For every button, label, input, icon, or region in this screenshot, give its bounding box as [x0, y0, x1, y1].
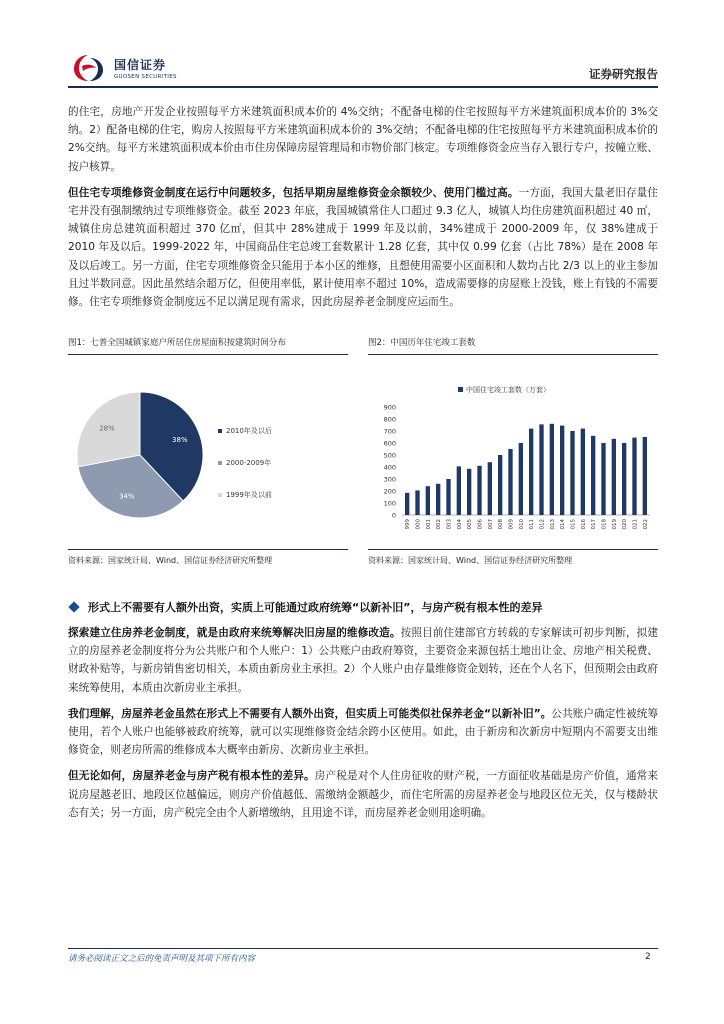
paragraph-2-lead: 但住宅专项维修资金制度在运行中问题较多，包括早期房屋维修资金余额较少、使用门槛过高。 — [68, 186, 519, 199]
page-header — [68, 52, 658, 88]
figures-row — [68, 336, 658, 566]
bar-2019 — [612, 439, 616, 515]
bar-2018 — [601, 443, 605, 515]
y-tick-label: 500 — [383, 451, 396, 460]
pie-legend-swatch — [218, 429, 222, 433]
bar-2008 — [498, 455, 502, 515]
figure-1-title: 图1：七普全国城镇家庭户所居住房屋面积按建筑时间分布 — [68, 336, 348, 355]
footer-disclaimer: 请务必阅读正文之后的免责声明及其项下所有内容 — [68, 954, 256, 964]
y-tick-label: 400 — [383, 463, 396, 472]
bar-2020 — [622, 443, 626, 515]
x-tick-label: 2002 — [436, 519, 443, 530]
paragraph-4 — [68, 705, 658, 760]
figure-1-source: 资料来源：国家统计局、Wind、国信证券经济研究所整理 — [68, 549, 348, 566]
x-tick-label: 2021 — [632, 519, 639, 530]
x-tick-label: 1999 — [405, 519, 412, 530]
paragraph-3-lead: 探索建立住房养老金制度，就是由政府来统筹解决旧房屋的维修改造。 — [68, 627, 401, 639]
x-tick-label: 2018 — [601, 519, 608, 530]
section-heading-text: 形式上不需要有人额外出资，实质上可能通过政府统筹“以新补旧”，与房产税有根本性的差异 — [88, 601, 543, 614]
figure-2-title: 图2：中国历年住宅竣工套数 — [368, 336, 658, 355]
bar-2022 — [643, 437, 647, 515]
figure-1 — [68, 336, 348, 566]
x-tick-label: 2014 — [560, 519, 567, 530]
logo-chinese-name: 国信证券 — [114, 58, 167, 72]
y-tick-label: 100 — [383, 499, 396, 508]
pie-legend-label: 2000-2009年 — [226, 459, 272, 467]
bar-2001 — [426, 486, 430, 515]
y-tick-label: 900 — [383, 403, 396, 412]
diamond-bullet-icon — [68, 601, 79, 612]
body-text-top — [68, 103, 658, 311]
bar-2017 — [591, 436, 595, 515]
pie-legend-swatch — [218, 461, 222, 465]
logo-english-name: GUOSEN SECURITIES — [114, 74, 177, 80]
pie-legend-label: 2010年及以后 — [226, 427, 272, 435]
bar-2014 — [560, 426, 564, 515]
x-tick-label: 2007 — [487, 519, 494, 530]
x-tick-label: 2012 — [539, 519, 546, 530]
x-tick-label: 2011 — [529, 519, 536, 530]
x-tick-label: 2001 — [425, 519, 432, 530]
y-tick-label: 0 — [391, 511, 396, 520]
paragraph-1: 的住宅，房地产开发企业按照每平方米建筑面积成本价的 4%交纳；不配备电梯的住宅按照每平方米建筑面积成本价的 3%交纳。2）配备电梯的住宅，购房人按照每平方米建筑面积成本价的 3%交纳；不配备电梯的住宅按照每平方米建筑面积成本价的 2%交纳。每平方米建筑面积成本价由市住房保障房屋管理局和市物价部门核定。专项维修资金应当存入银行专户，按幢立账、按户核算。 — [68, 106, 658, 173]
paragraph-3-body: 按照目前住建部官方转载的专家解读可初步判断，拟建立的房屋养老金制度将分为公共账户和个人账户：1）公共账户由政府筹资，主要资金来源包括土地出让金、房地产相关税费、财政补贴等，与新房销售密切相关，本质由新房业主承担。2）个人账户由存量维修资金划转，还在个人名下，但预期会由政府来统筹使用，本质由次新房业主承担。 — [68, 627, 659, 694]
guosen-logo — [68, 52, 177, 84]
pie-chart — [68, 355, 348, 530]
paragraph-2 — [68, 184, 658, 311]
y-tick-label: 300 — [383, 475, 396, 484]
bar-2006 — [477, 466, 481, 515]
x-tick-label: 2010 — [518, 519, 525, 530]
paragraph-4-body: 公共账户确定性被统筹使用，若个人账户也能够被政府统筹，就可以实现维修资金结余跨小区使用。如此，由于新房和次新房中短期内不需要支出维修资金，则老房所需的维修成本大概率由新房、次新房业主承担。 — [68, 707, 659, 757]
bar-2003 — [446, 479, 450, 515]
x-tick-label: 2017 — [591, 519, 598, 530]
bar-2012 — [539, 424, 543, 515]
pie-legend-swatch — [218, 493, 222, 497]
x-tick-label: 2013 — [549, 519, 556, 530]
bar-2015 — [570, 431, 574, 515]
bar-2021 — [632, 438, 636, 515]
report-type-label: 证券研究报告 — [589, 67, 658, 81]
paragraph-5-body: 房产税是对个人住房征收的财产税，一方面征收基础是房产价值，通常来说房屋越老旧、地段区位越偏远，则房产价值越低、需缴纳金额越少，而住宅所需的房屋养老金与地段区位无关，仅与楼龄状态有关；另一方面，房产税完全由个人新增缴纳，且用途不详，而房屋养老金则用途明确。 — [68, 770, 659, 819]
footer-divider — [68, 948, 658, 949]
guosen-logo-icon — [68, 52, 108, 84]
x-tick-label: 2022 — [642, 519, 649, 530]
x-tick-label: 2006 — [477, 519, 484, 530]
pie-legend-label: 1999年及以前 — [226, 491, 272, 499]
bar-legend-label: 中国住宅竣工套数（万套） — [466, 386, 550, 394]
x-tick-label: 2016 — [580, 519, 587, 530]
paragraph-5 — [68, 767, 658, 822]
x-tick-label: 2009 — [508, 519, 515, 530]
x-tick-label: 2005 — [467, 519, 474, 530]
x-tick-label: 2020 — [622, 519, 629, 530]
pie-data-label: 28% — [99, 424, 115, 433]
pie-data-label: 38% — [172, 436, 188, 445]
page-number: 2 — [645, 952, 651, 962]
x-tick-label: 2019 — [611, 519, 618, 530]
bar-2009 — [508, 449, 512, 515]
bar-2016 — [581, 429, 585, 515]
header-divider — [68, 86, 658, 88]
body-text-bottom — [68, 624, 658, 822]
x-tick-label: 2008 — [498, 519, 505, 530]
bar-2005 — [467, 469, 471, 515]
pie-data-label: 34% — [118, 492, 135, 501]
paragraph-3 — [68, 624, 658, 697]
bar-chart — [368, 355, 658, 530]
section-heading — [68, 599, 658, 615]
x-tick-label: 2015 — [570, 519, 577, 530]
bar-2000 — [415, 490, 419, 515]
bar-1999 — [405, 493, 409, 515]
bar-2004 — [457, 466, 461, 515]
y-tick-label: 200 — [383, 487, 396, 496]
y-tick-label: 600 — [383, 439, 396, 448]
paragraph-2-body: 一方面，我国大量老旧存量住宅并没有强制缴纳过专项维修资金。截至 2023 年底，我国城镇常住人口超过 9.3 亿人，城镇人均住房建筑面积超过 40 ㎡，城镇住房总建筑面积超过 370 亿㎡，但其中 28%建成于 1999 年及以前，34%建成于 2000-2009 年，仅 38%建成于 2010 年及以后。1999-2022 年，中国商品住宅总竣工套数累计 1.28 亿套，其中仅 0.99 亿套（占比 78%）是在 2008 年及以后竣工。另一方面，住宅专项维修资金只能用于本小区的维修，且想使用需要小区面积和人数均占比 2/3 以上的业主参加且过半数同意。因此虽然结余超万亿，但使用率低，累计使用率不超过 10%，造成需要修的房屋账上没钱，账上有钱的不需要修。住宅专项维修资金制度远不足以满足现有需求，因此房屋养老金制度应运而生。 — [68, 186, 659, 309]
y-tick-label: 800 — [383, 415, 396, 424]
bar-2002 — [436, 484, 440, 515]
figure-2 — [368, 336, 658, 566]
bar-2007 — [488, 462, 492, 515]
bar-2013 — [550, 424, 554, 515]
y-tick-label: 700 — [383, 427, 396, 436]
bar-2010 — [519, 443, 523, 515]
bar-2011 — [529, 429, 533, 515]
figure-2-source: 资料来源：国家统计局、Wind、国信证券经济研究所整理 — [368, 549, 658, 566]
bar-legend-swatch — [458, 387, 463, 392]
x-tick-label: 2004 — [456, 519, 463, 530]
x-tick-label: 2003 — [446, 519, 453, 530]
x-tick-label: 2000 — [415, 519, 422, 530]
paragraph-4-lead: 我们理解，房屋养老金虽然在形式上不需要有人额外出资，但实质上可能类似社保养老金“以新补旧”。 — [68, 707, 552, 720]
paragraph-5-lead: 但无论如何，房屋养老金与房产税有根本性的差异。 — [68, 770, 315, 783]
